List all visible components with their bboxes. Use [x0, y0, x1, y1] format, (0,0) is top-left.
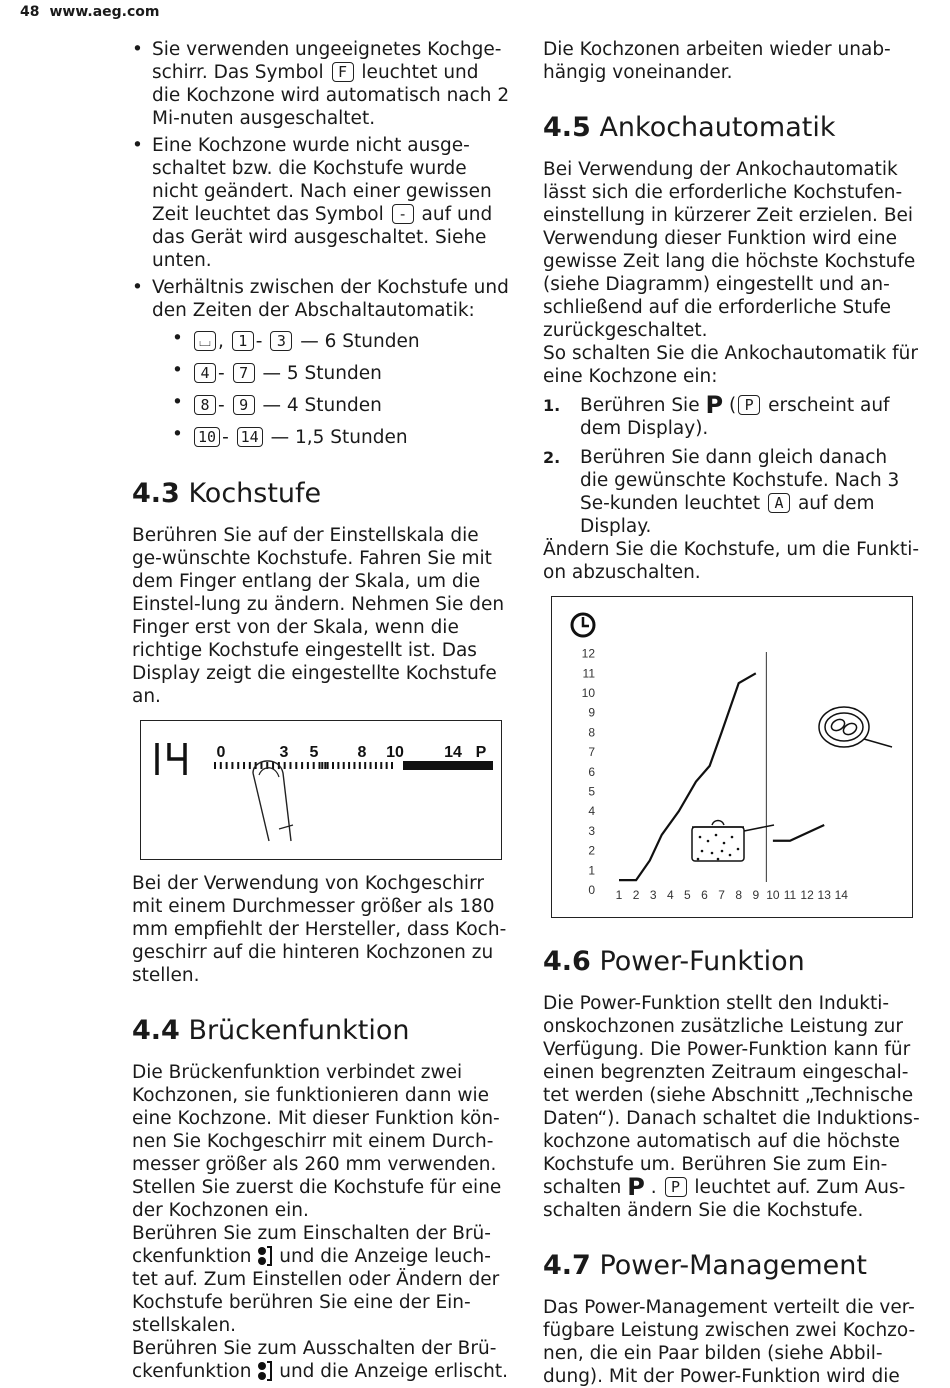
list-item [132, 276, 512, 456]
level-symbol-icon: 9 [233, 395, 255, 415]
level-symbol-icon: 8 [194, 395, 216, 415]
paragraph: So schalten Sie die Ankochautomatik für eine Kochzone ein: [543, 343, 918, 387]
x-tick-label: 4 [666, 888, 674, 902]
paragraph-text: Berühren Sie zum Einschalten der Brü-ckenfunktion [132, 1223, 491, 1267]
section-heading-4-4 [132, 1015, 512, 1047]
chart-svg [552, 597, 912, 917]
power-p-icon: P [627, 1173, 645, 1201]
paragraph-text: Berühren Sie zum Ausschalten der Brü-ckenfunktion [132, 1338, 497, 1382]
x-tick-label: 13 [817, 888, 831, 902]
paragraph: Das Power-Management verteilt die ver-fügbare Leistung zwischen zwei Kochzo-nen, die ein Paar bilden (siehe Abbil-dung). Mit der Power-Funktion wird die [543, 1297, 916, 1387]
separator: , [218, 331, 224, 352]
x-tick-label: 12 [800, 888, 814, 902]
step-number: 1. [543, 396, 561, 415]
page-number: 48 [20, 4, 40, 20]
section-heading-4-5 [543, 112, 920, 144]
y-tick-label: 8 [588, 725, 595, 740]
paragraph-text: Die Power-Funktion stellt den Indukti-onskochzonen zusätzliche Leistung zur Verfügung. Die Power-Funktion kann für einen begrenzten Zeitraum eingeschal-tet werden (siehe Abschnitt „Technische Daten“). Danach schaltet die Induktions-kochzone automatisch auf die höchste Kochstufe um. Berühren Sie zum Ein-schalten [543, 993, 920, 1198]
section-number: 4.7 [543, 1250, 591, 1281]
section-title: Brückenfunktion [188, 1015, 410, 1046]
y-tick-label: 10 [581, 686, 595, 700]
slider-illustration [140, 720, 502, 860]
y-tick-label: 1 [588, 863, 595, 878]
step-number: 2. [543, 448, 561, 467]
slider-tick-label: 0 [216, 744, 226, 761]
section-number: 4.3 [132, 478, 180, 509]
chart-series [619, 673, 824, 880]
paragraph: Berühren Sie auf der Einstellskala die ge-wünschte Kochstufe. Fahren Sie mit dem Finger entlang der Skala, um die Einstel-lung zu ändern. Nehmen Sie den Finger erst von der Skala, wenn die richtige Kochstufe eingestellt ist. Das Display zeigt die eingestellte Kochstufe an. [132, 525, 505, 707]
duration-text: — 1,5 Stunden [270, 427, 408, 448]
x-tick-label: 1 [615, 888, 623, 902]
y-tick-label: 4 [588, 804, 595, 819]
slider-ticks [215, 762, 392, 769]
list-item [543, 391, 920, 440]
pan-icon [819, 707, 892, 747]
bullet-text: Sie verwenden ungeeignetes Kochge-schirr. Das Symbol [152, 39, 502, 83]
section-number: 4.4 [132, 1015, 180, 1046]
paragraph [543, 992, 920, 1222]
slider-filled-bar [403, 761, 493, 770]
paragraph-text: . [650, 1177, 657, 1198]
step-text: ( [728, 395, 737, 416]
paragraph-text: und die Anzeige erlischt. [279, 1361, 509, 1382]
list-item [132, 134, 512, 272]
y-tick-label: 9 [588, 705, 595, 720]
separator: - [218, 395, 225, 416]
list-item [152, 360, 512, 392]
series-line-1 [619, 673, 756, 880]
level-symbol-icon: ⌴ [194, 331, 216, 351]
slider-svg [141, 721, 501, 859]
slider-tick-label: 10 [386, 744, 404, 761]
display-segments-icon [157, 743, 185, 775]
separator: - [255, 331, 263, 352]
bridge-icon [257, 1246, 273, 1266]
x-tick-label: 11 [783, 888, 797, 902]
y-tick-label: 11 [582, 666, 595, 681]
header-url: www.aeg.com [49, 4, 160, 20]
list-item [152, 328, 512, 360]
boost-chart [551, 596, 913, 918]
y-tick-label: 6 [588, 764, 595, 779]
step-text: erscheint auf dem Display). [580, 395, 890, 439]
paragraph-text: und die Anzeige leuch-tet auf. Zum Einstellen oder Ändern der Kochstufe berühren Sie eine der Ein-stellskalen. [132, 1246, 500, 1336]
level-symbol-icon: 4 [194, 363, 216, 383]
paragraph: Ändern Sie die Kochstufe, um die Funkti-on abzuschalten. [543, 539, 920, 583]
level-symbol-icon: 3 [270, 331, 292, 351]
slider-tick-label: P [475, 744, 487, 761]
bullet-list [132, 38, 512, 456]
right-column [543, 38, 920, 1388]
power-p-icon: P [705, 391, 724, 419]
section-heading-4-7 [543, 1250, 920, 1282]
duration-text: — 6 Stunden [300, 331, 420, 352]
series-line-2 [773, 825, 824, 841]
paragraph [132, 1337, 512, 1383]
x-tick-label: 14 [834, 888, 848, 902]
paragraph-text: leuchtet auf. Zum Aus-schalten ändern Sie die Kochstufe. [543, 1177, 906, 1221]
y-tick-labels [582, 647, 596, 897]
separator: - [218, 363, 225, 384]
finger-crease-icon [279, 825, 293, 829]
section-heading-4-6 [543, 946, 920, 978]
x-tick-label: 5 [684, 888, 691, 902]
x-tick-label: 9 [752, 888, 760, 902]
slider-tick-labels [217, 744, 487, 761]
list-item [543, 446, 920, 538]
step-text: Berühren Sie dann gleich danach die gewünschte Kochstufe. Nach 3 Se-kunden leuchtet [580, 447, 900, 514]
bullet-text: leuchtet und die Kochzone wird automatisch nach 2 Mi-nuten ausgeschaltet. [152, 62, 510, 129]
step-text: auf dem Display. [580, 493, 875, 537]
list-item [132, 38, 512, 130]
list-item [152, 392, 512, 424]
section-title: Kochstufe [188, 478, 322, 509]
x-tick-label: 3 [649, 888, 657, 902]
x-tick-label: 2 [632, 888, 640, 902]
dash-symbol-icon: - [392, 204, 414, 224]
section-title: Power-Management [599, 1250, 867, 1281]
separator: - [222, 427, 229, 448]
bullet-text: Eine Kochzone wurde nicht ausge-schaltet bzw. die Kochstufe wurde nicht geändert. Nach einer gewissen Zeit leuchtet das Symbol [152, 135, 492, 225]
list-item [152, 424, 512, 456]
y-tick-label: 7 [588, 745, 595, 760]
x-tick-label: 8 [735, 888, 743, 902]
y-tick-label: 2 [588, 843, 595, 858]
f-symbol-icon: F [332, 62, 354, 82]
page-header [20, 4, 160, 20]
a-symbol-icon: A [768, 493, 790, 513]
y-tick-label: 12 [581, 646, 595, 661]
slider-tick-label: 14 [444, 744, 462, 761]
p-symbol-icon: P [738, 395, 760, 415]
bullet-text: Verhältnis zwischen der Kochstufe und den Zeiten der Abschaltautomatik: [152, 277, 509, 321]
pot-icon [692, 821, 774, 862]
x-tick-label: 6 [701, 888, 708, 902]
level-symbol-icon: 10 [194, 427, 220, 447]
duration-text: — 5 Stunden [262, 363, 382, 384]
section-heading-4-3 [132, 478, 512, 510]
left-column [132, 38, 512, 1383]
x-tick-label: 7 [718, 888, 725, 902]
duration-text: — 4 Stunden [262, 395, 382, 416]
section-title: Ankochautomatik [599, 112, 836, 143]
y-tick-label: 0 [588, 883, 595, 897]
section-number: 4.5 [543, 112, 591, 143]
level-symbol-icon: 1 [232, 331, 254, 351]
step-text: Berühren Sie [580, 395, 700, 416]
bridge-icon [257, 1361, 273, 1381]
p-symbol-icon: P [665, 1177, 687, 1197]
level-symbol-icon: 14 [237, 427, 263, 447]
paragraph: Bei der Verwendung von Kochgeschirr mit einem Durchmesser größer als 180 mm empfiehlt der Hersteller, dass Koch-geschirr auf die hinteren Kochzonen zu stellen. [132, 873, 507, 986]
slider-tick-label: 3 [279, 744, 289, 761]
fingernail-icon [259, 768, 279, 777]
x-tick-labels [616, 888, 849, 902]
slider-tick-label: 5 [309, 744, 319, 761]
steps-list [543, 391, 920, 538]
clock-icon [572, 614, 594, 636]
section-title: Power-Funktion [599, 946, 805, 977]
section-number: 4.6 [543, 946, 591, 977]
bullet-text: auf und das Gerät wird ausgeschaltet. Siehe unten. [152, 204, 493, 271]
x-tick-label: 10 [766, 888, 780, 902]
paragraph: Die Kochzonen arbeiten wieder unab-hängig voneinander. [543, 39, 891, 83]
paragraph [132, 1222, 512, 1337]
finger-icon [253, 761, 291, 841]
paragraph: Bei Verwendung der Ankochautomatik lässt sich die erforderliche Kochstufen-einstellung in kürzerer Zeit erzielen. Bei Verwendung dieser Funktion wird eine gewisse Zeit lang die höchste Kochstufe (siehe Diagramm) eingestellt und an-schließend auf die erforderliche Stufe zurückgeschaltet. [543, 159, 916, 341]
y-tick-label: 3 [588, 823, 595, 838]
y-tick-label: 5 [588, 784, 595, 799]
shutoff-times-list [152, 328, 512, 456]
slider-tick-label: 8 [357, 744, 367, 761]
paragraph: Die Brückenfunktion verbindet zwei Kochzonen, sie funktionieren dann wie eine Kochzone. Mit dieser Funktion kön-nen Sie Kochgeschirr mit einem Durch-messer größer als 260 mm verwenden. Stellen Sie zuerst die Kochstufe für eine der Kochzonen ein. [132, 1062, 502, 1221]
level-symbol-icon: 7 [233, 363, 255, 383]
